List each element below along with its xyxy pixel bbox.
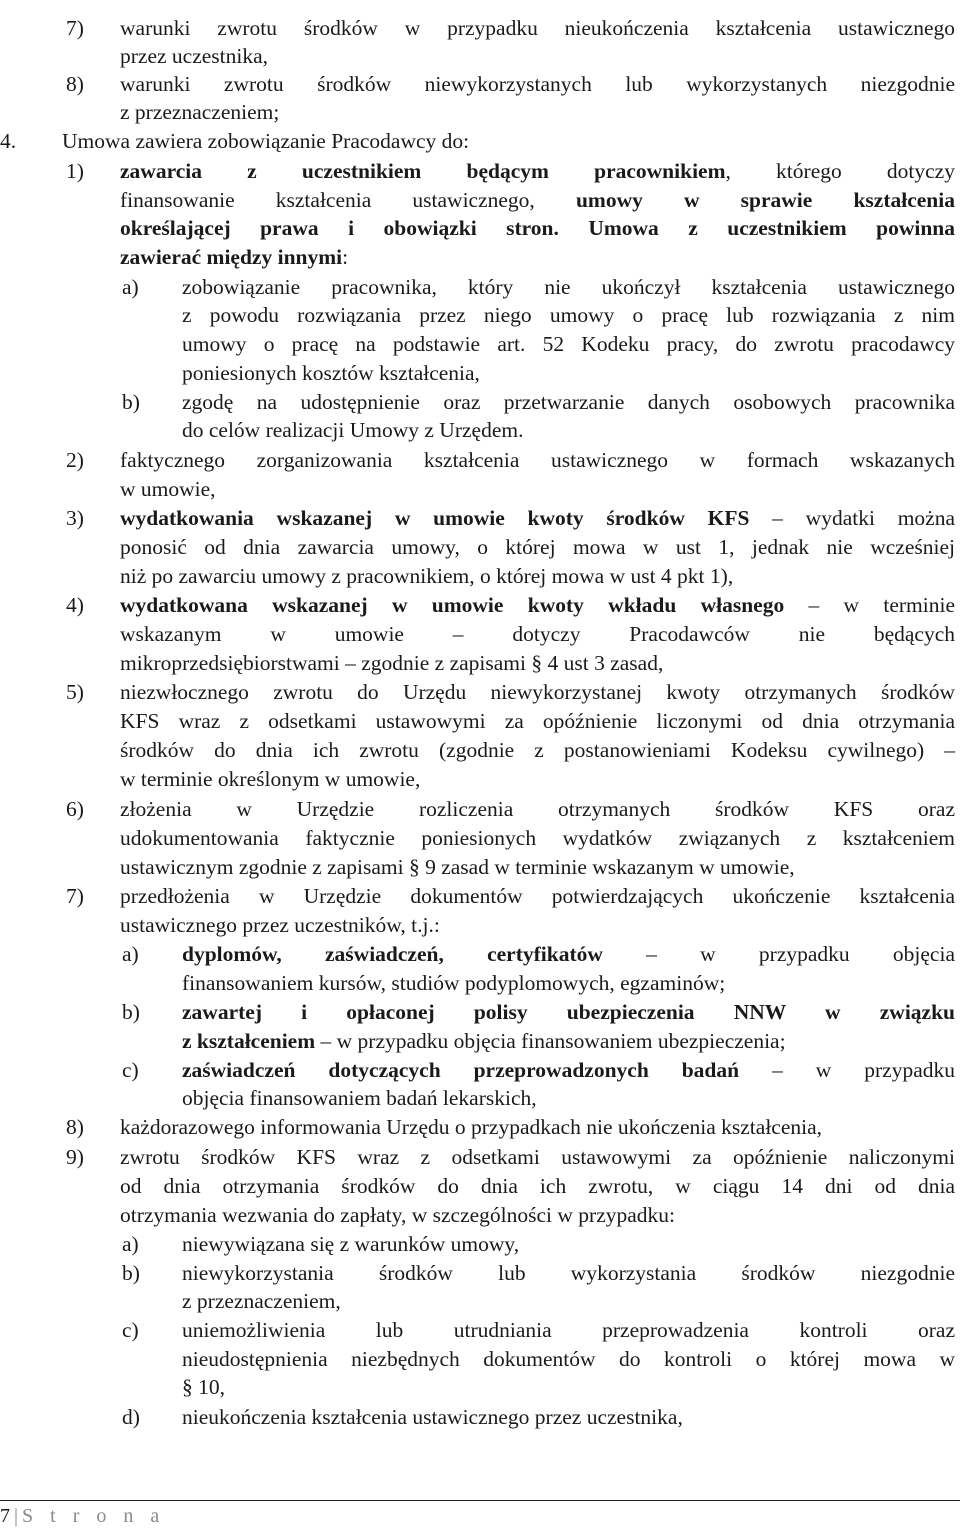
text-run: niewywiązana się z warunków umowy, [182,1232,520,1256]
list-marker: 8) [66,72,84,96]
line-text [182,301,955,330]
text-run: KFS wraz z odsetkami ustawowymi za opóźnienie liczonymi od dnia otrzymania [120,709,955,733]
text-run: umowy o pracę na podstawie art. 52 Kodeku pracy, do zwrotu pracodawcy [182,332,955,356]
list-marker: 7) [66,16,84,40]
line-text [120,795,955,824]
bold-text: zawartej i opłaconej polisy ubezpieczenia NNW w związku [182,1000,955,1024]
text-run: niż po zawarciu umowy z pracownikiem, o której mowa w ust 4 pkt 1), [120,564,734,588]
line-text [120,1113,955,1142]
line-text [120,533,955,562]
list-marker: 3) [66,506,84,530]
bold-text: określającej prawa i obowiązki stron. Umowa z uczestnikiem powinna [120,216,955,240]
text-run: Umowa zawiera zobowiązanie Pracodawcy do: [62,129,470,153]
list-marker: 2) [66,448,84,472]
bold-text: wydatkowania wskazanej w umowie kwoty środków KFS [120,506,750,530]
text-run: faktycznego zorganizowania kształcenia ustawicznego w formach wskazanych [120,448,955,472]
list-marker: 8) [66,1115,84,1139]
bold-text: zawierać między innymi [120,245,343,269]
text-run: zwrotu środków KFS wraz z odsetkami ustawowymi za opóźnienie naliczonymi [120,1145,955,1169]
line-text [120,1172,955,1201]
list-marker: 6) [66,797,84,821]
text-run: : [342,245,349,269]
text-run: uniemożliwienia lub utrudniania przeprowadzenia kontroli oraz [182,1318,955,1342]
text-run: przedłożenia w Urzędzie dokumentów potwierdzających ukończenie kształcenia [120,884,955,908]
line-text [120,98,955,127]
text-run: niewykorzystania środków lub wykorzystania środków niezgodnie [182,1261,955,1285]
text-run: z przeznaczeniem; [120,100,280,124]
list-marker: 5) [66,680,84,704]
line-text [62,127,955,156]
line-text [120,736,955,765]
list-marker: 4) [66,593,84,617]
list-marker: d) [122,1405,140,1429]
text-run: – w przypadku [739,1058,955,1082]
line-text [120,214,955,243]
text-run: finansowanie kształcenia ustawicznego, [120,188,576,212]
line-text [182,969,955,998]
line-text [182,416,955,445]
line-text [182,1056,955,1085]
line-text [120,446,955,475]
line-text [182,1287,955,1316]
text-run: objęcia finansowaniem badań lekarskich, [182,1086,537,1110]
line-text [182,330,955,359]
text-run: zgodę na udostępnienie oraz przetwarzanie danych osobowych pracownika [182,390,955,414]
line-text [120,14,955,43]
text-run: nieukończenia kształcenia ustawicznego przez uczestnika, [182,1405,683,1429]
line-text [182,1084,955,1113]
line-text [120,1201,955,1230]
text-run: ponosić od dnia zawarcia umowy, o której mowa w ust 1, jednak nie wcześniej [120,535,955,559]
line-text [120,678,955,707]
line-text [182,1345,955,1374]
line-text [182,1373,955,1402]
text-run: od dnia otrzymania środków do dnia ich zwrotu, w ciągu 14 dni od dnia [120,1174,955,1198]
text-run: mikroprzedsiębiorstwami – zgodnie z zapisami § 4 ust 3 zasad, [120,651,664,675]
list-marker: a) [122,275,139,299]
list-marker: a) [122,942,139,966]
list-marker: 4. [0,129,17,153]
text-run: warunki zwrotu środków niewykorzystanych lub wykorzystanych niezgodnie [120,72,955,96]
list-marker: 1) [66,159,84,183]
line-text [182,1403,955,1432]
line-text [120,824,955,853]
line-text [120,157,955,186]
page-number: 7 [0,1505,10,1527]
bold-text: dyplomów, zaświadczeń, certyfikatów [182,942,603,966]
text-run: finansowaniem kursów, studiów podyplomowych, egzaminów; [182,971,726,995]
text-run: z powodu rozwiązania przez niego umowy o pracę lub rozwiązania z nim [182,303,955,327]
bold-text: umowy w sprawie kształcenia [575,188,955,212]
list-marker: 9) [66,1145,84,1169]
line-text [182,359,955,388]
page-label: S t r o n a [22,1505,166,1527]
list-marker: b) [122,1000,140,1024]
line-text [120,911,955,940]
text-run: – w terminie [784,593,955,617]
line-text [120,882,955,911]
line-text [120,620,955,649]
text-run: nieudostępnienia niezbędnych dokumentów do kontroli o której mowa w [182,1347,955,1371]
line-text [182,1027,955,1056]
line-text [120,42,955,71]
line-text [182,1230,955,1259]
text-run: ustawicznym zgodnie z zapisami § 9 zasad w terminie wskazanym w umowie, [120,855,795,879]
list-marker: a) [122,1232,139,1256]
text-run: wskazanym w umowie – dotyczy Pracodawców nie będących [120,622,955,646]
line-text [120,765,955,794]
line-text [182,1316,955,1345]
line-text [120,562,955,591]
list-marker: b) [122,1261,140,1285]
text-run: poniesionych kosztów kształcenia, [182,361,480,385]
text-run: otrzymania wezwania do zapłaty, w szczególności w przypadku: [120,1203,676,1227]
line-text [120,853,955,882]
bold-text: zawarcia z uczestnikiem będącym pracownikiem [120,159,726,183]
text-run: środków do dnia ich zwrotu (zgodnie z postanowieniami Kodeksu cywilnego) – [120,738,955,762]
list-marker: c) [122,1058,139,1082]
footer-divider [0,1500,960,1501]
text-run: – wydatki można [749,506,955,530]
text-run: w terminie określonym w umowie, [120,767,421,791]
bold-text: zaświadczeń dotyczących przeprowadzonych badań [182,1058,740,1082]
line-text [182,273,955,302]
line-text [120,243,955,272]
line-text [120,70,955,99]
text-run: § 10, [182,1375,225,1399]
bold-text: z kształceniem [182,1029,316,1053]
line-text [182,940,955,969]
line-text [120,707,955,736]
line-text [182,998,955,1027]
line-text [182,1259,955,1288]
text-run: niezwłocznego zwrotu do Urzędu niewykorzystanej kwoty otrzymanych środków [120,680,955,704]
text-run: warunki zwrotu środków w przypadku nieukończenia kształcenia ustawicznego [120,16,955,40]
list-marker: c) [122,1318,139,1342]
text-run: przez uczestnika, [120,44,269,68]
line-text [120,591,955,620]
text-run: z przeznaczeniem, [182,1289,341,1313]
text-run: złożenia w Urzędzie rozliczenia otrzymanych środków KFS oraz [120,797,955,821]
list-marker: b) [122,390,140,414]
list-marker: 7) [66,884,84,908]
text-run: ustawicznego przez uczestników, t.j.: [120,913,440,937]
line-text [120,504,955,533]
text-run: , którego dotyczy [725,159,955,183]
line-text [120,186,955,215]
line-text [120,649,955,678]
footer-separator: | [14,1505,19,1527]
text-run: w umowie, [120,477,216,501]
line-text [120,1143,955,1172]
text-run: – w przypadku objęcia [602,942,955,966]
text-run: zobowiązanie pracownika, który nie ukończył kształcenia ustawicznego [182,275,955,299]
text-run: do celów realizacji Umowy z Urzędem. [182,418,524,442]
text-run: udokumentowania faktycznie poniesionych wydatków związanych z kształceniem [120,826,955,850]
bold-text: wydatkowana wskazanej w umowie kwoty wkładu własnego [120,593,785,617]
line-text [182,388,955,417]
page-footer [0,1502,165,1531]
line-text [120,475,955,504]
text-run: – w przypadku objęcia finansowaniem ubezpieczenia; [315,1029,786,1053]
text-run: każdorazowego informowania Urzędu o przypadkach nie ukończenia kształcenia, [120,1115,823,1139]
